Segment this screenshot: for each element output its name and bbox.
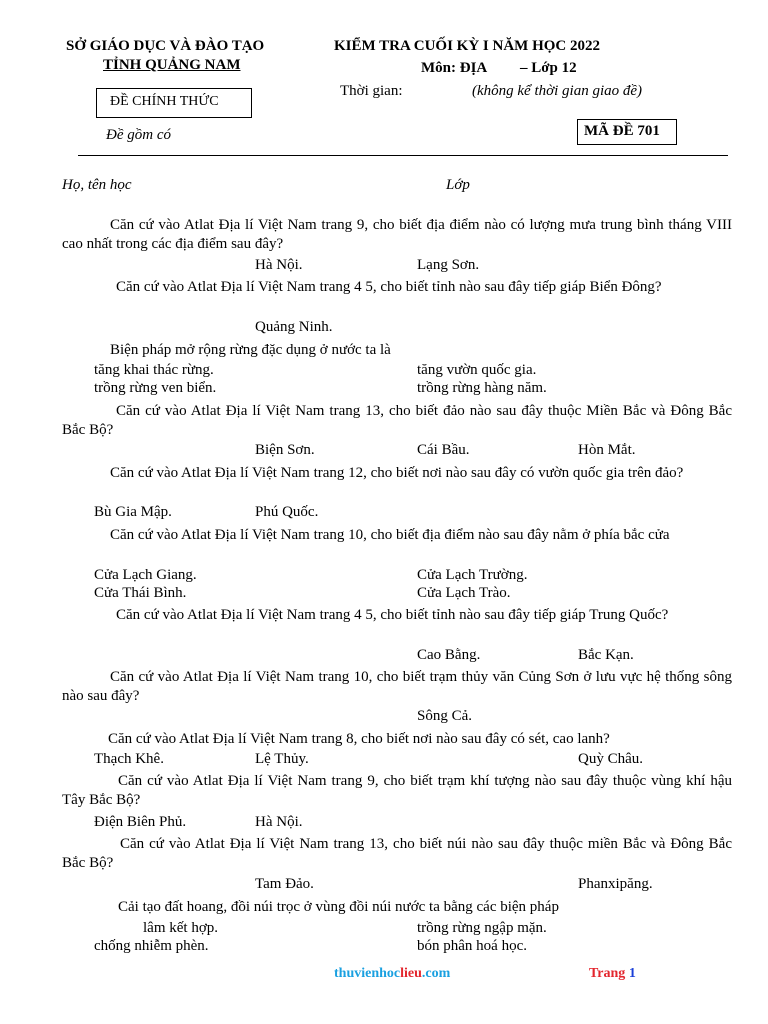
official-label: ĐỀ CHÍNH THỨC bbox=[110, 94, 219, 109]
question-6: Căn cứ vào Atlat Địa lí Việt Nam trang 10, cho biết địa điểm nào sau đây nằm ở phía bắc cửa bbox=[110, 527, 670, 543]
time-note: (không kể thời gian giao đề) bbox=[472, 83, 643, 99]
question-10: Căn cứ vào Atlat Địa lí Việt Nam trang 9, cho biết trạm khí tượng nào sau đây thuộc vùng khí hậu Tây Bắc Bộ? bbox=[62, 773, 732, 808]
question-1-option: Hà Nội. bbox=[255, 257, 303, 273]
official-box bbox=[96, 88, 252, 118]
question-6-option: Cửa Lạch Trào. bbox=[417, 585, 511, 601]
question-9-option: Lệ Thủy. bbox=[255, 751, 309, 767]
question-6-option: Cửa Thái Bình. bbox=[94, 585, 187, 601]
question-10-option: Điện Biên Phủ. bbox=[94, 814, 187, 830]
question-12-option: chống nhiễm phèn. bbox=[94, 938, 209, 954]
question-3-option: tăng khai thác rừng. bbox=[94, 362, 214, 378]
question-2-option: Quảng Ninh. bbox=[255, 319, 333, 335]
province-name: TỈNH QUẢNG NAM bbox=[103, 57, 241, 73]
exam-code: MÃ ĐỀ 701 bbox=[584, 123, 660, 139]
question-5-option: Phú Quốc. bbox=[255, 504, 319, 520]
question-12-option: bón phân hoá học. bbox=[417, 938, 527, 954]
footer-website-part: .com bbox=[421, 966, 451, 981]
page-number bbox=[589, 966, 636, 982]
question-10-option: Hà Nội. bbox=[255, 814, 303, 830]
question-3-option: tăng vườn quốc gia. bbox=[417, 362, 537, 378]
exam-title: KIỂM TRA CUỐI KỲ I NĂM HỌC 2022 bbox=[334, 38, 600, 54]
question-4: Căn cứ vào Atlat Địa lí Việt Nam trang 13, cho biết đảo nào sau đây thuộc Miền Bắc và Đông Bắc Bắc Bộ? bbox=[62, 403, 732, 438]
question-9: Căn cứ vào Atlat Địa lí Việt Nam trang 8, cho biết nơi nào sau đây có sét, cao lanh? bbox=[108, 731, 610, 747]
question-2: Căn cứ vào Atlat Địa lí Việt Nam trang 4 5, cho biết tỉnh nào sau đây tiếp giáp Biển Đông? bbox=[116, 279, 662, 295]
grade-label: – Lớp 12 bbox=[520, 60, 577, 76]
question-1: Căn cứ vào Atlat Địa lí Việt Nam trang 9, cho biết địa điểm nào có lượng mưa trung bình tháng VIII cao nhất trong các địa điểm sau đây? bbox=[62, 217, 732, 252]
question-9-option: Thạch Khê. bbox=[94, 751, 164, 767]
question-8-option: Sông Cả. bbox=[417, 708, 473, 724]
page-label: Trang bbox=[589, 966, 626, 981]
question-1-option: Lạng Sơn. bbox=[417, 257, 480, 273]
question-7: Căn cứ vào Atlat Địa lí Việt Nam trang 4 5, cho biết tỉnh nào sau đây tiếp giáp Trung Quốc? bbox=[116, 607, 669, 623]
header-divider bbox=[78, 155, 728, 156]
question-5-option: Bù Gia Mập. bbox=[94, 504, 172, 520]
question-5: Căn cứ vào Atlat Địa lí Việt Nam trang 12, cho biết nơi nào sau đây có vườn quốc gia trên đảo? bbox=[110, 465, 684, 481]
student-name-label: Họ, tên học bbox=[62, 177, 132, 193]
pages-note: Đề gồm có bbox=[106, 127, 171, 143]
question-4-option: Hòn Mắt. bbox=[578, 442, 636, 458]
question-7-option: Bắc Kạn. bbox=[578, 647, 634, 663]
student-class-label: Lớp bbox=[446, 177, 470, 193]
footer-website-part: lieu bbox=[400, 966, 422, 981]
question-4-option: Cái Bầu. bbox=[417, 442, 470, 458]
question-11-option: Tam Đảo. bbox=[255, 876, 314, 892]
footer-website-part: thuvienhoc bbox=[334, 966, 401, 981]
question-11: Căn cứ vào Atlat Địa lí Việt Nam trang 13, cho biết núi nào sau đây thuộc miền Bắc và Đông Bắc Bắc Bộ? bbox=[62, 836, 732, 871]
page-number-value: 1 bbox=[628, 966, 636, 981]
question-8: Căn cứ vào Atlat Địa lí Việt Nam trang 10, cho biết trạm thủy văn Củng Sơn ở lưu vực hệ thống sông nào sau đây? bbox=[62, 669, 732, 704]
question-11-option: Phanxipăng. bbox=[578, 876, 653, 892]
question-3-option: trồng rừng hàng năm. bbox=[417, 380, 547, 396]
department-name: SỞ GIÁO DỤC VÀ ĐÀO TẠO bbox=[66, 38, 265, 54]
question-12-option: trồng rừng ngập mặn. bbox=[417, 920, 547, 936]
time-label: Thời gian: bbox=[340, 83, 403, 99]
question-12: Cải tạo đất hoang, đồi núi trọc ở vùng đồi núi nước ta bằng các biện pháp bbox=[118, 899, 559, 915]
question-4-option: Biện Sơn. bbox=[255, 442, 315, 458]
question-6-option: Cửa Lạch Giang. bbox=[94, 567, 197, 583]
exam-code-box bbox=[577, 119, 677, 145]
footer-website[interactable] bbox=[334, 966, 450, 982]
question-7-option: Cao Bằng. bbox=[417, 647, 481, 663]
question-3-option: trồng rừng ven biển. bbox=[94, 380, 217, 396]
question-6-option: Cửa Lạch Trường. bbox=[417, 567, 528, 583]
question-12-option: lâm kết hợp. bbox=[143, 920, 218, 936]
question-3: Biện pháp mở rộng rừng đặc dụng ở nước ta là bbox=[110, 342, 391, 358]
subject-label: Môn: ĐỊA bbox=[421, 60, 488, 76]
question-9-option: Quỳ Châu. bbox=[578, 751, 643, 767]
